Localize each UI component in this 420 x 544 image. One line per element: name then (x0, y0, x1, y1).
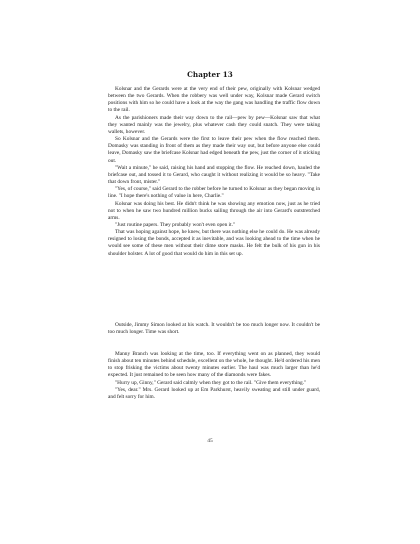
body-text-part-2 (108, 322, 320, 336)
paragraph: "Yes, of course," said Gerard to the robber before he turned to Kolsnar as they began moving in line. "I hope there's nothing of value in here, Charlie." (108, 186, 320, 200)
body-text-part-1 (108, 86, 320, 258)
body-text-part-3 (108, 351, 320, 401)
paragraph: As the parishioners made their way down to the rail—pew by pew—Kolsnar saw that what they wanted mainly was the jewelry, plus whatever cash they could snatch. They were taking wallets, however. (108, 114, 320, 135)
paragraph: That was hoping against hope, he knew, but there was nothing else he could do. He was already resigned to losing the bonds, accepted it as inevitable, and was looking ahead to the time when he would see some of these men without their dime store masks. He felt the bulk of his gun in his shoulder holster. A lot of good that would do him in this set up. (108, 229, 320, 257)
paragraph: Manny Branch was looking at the time, too. If everything went on as planned, they would finish about ten minutes behind schedule, excellent on the whole, he thought. He'd ordered his men to stop frisking the victims about twenty minutes earlier. The haul was much larger than he'd expected. It just remained to be seen how many of the diamonds were fakes. (108, 351, 320, 379)
chapter-title: Chapter 13 (187, 70, 233, 79)
paragraph: So Kolsnar and the Gerards were the first to leave their pew when the flow reached them. Domasky was standing in front of them as they made their way out, but before anyone else could leave, Domasky saw the briefcase Kolsnar had edged beneath the pew, just the corner of it sticking out. (108, 136, 320, 164)
paragraph: "Yes, dear." Mrs. Gerard looked up at Em Parkhurst, heavily sweating and still under guard, and felt sorry for him. (108, 386, 320, 400)
paragraph: "Wait a minute," he said, raising his hand and stopping the flow. He reached down, hauled the briefcase out, and tossed it to Gerard, who caught it without realizing it would be so heavy. "Take that down front, mister." (108, 164, 320, 186)
paragraph: Kolsnar was doing his best. He didn't think he was showing any emotion now, just as he tried not to when he saw two hundred million bucks sailing through the air into Gerard's outstretched arms. (108, 200, 320, 221)
page-number: 45 (207, 438, 213, 444)
paragraph: "Just routine papers. They probably won't even open it." (115, 221, 236, 228)
paragraph: Kolsnar and the Gerards were at the very end of their pew, originally with Kolsnar wedged between the two Gerards. When the robbery was well under way, Kolsnar made Gerard switch positions with him so he could have a look at the way the gang was handling the traffic flow down to the rail. (108, 86, 320, 114)
paragraph: Outside, Jimmy Simon looked at his watch. It wouldn't be too much longer now. It couldn't be too much longer. Time was short. (108, 322, 320, 336)
paragraph: "Hurry up, Ginny," Gerard said calmly when they got to the rail. "Give them everything." (115, 379, 307, 386)
